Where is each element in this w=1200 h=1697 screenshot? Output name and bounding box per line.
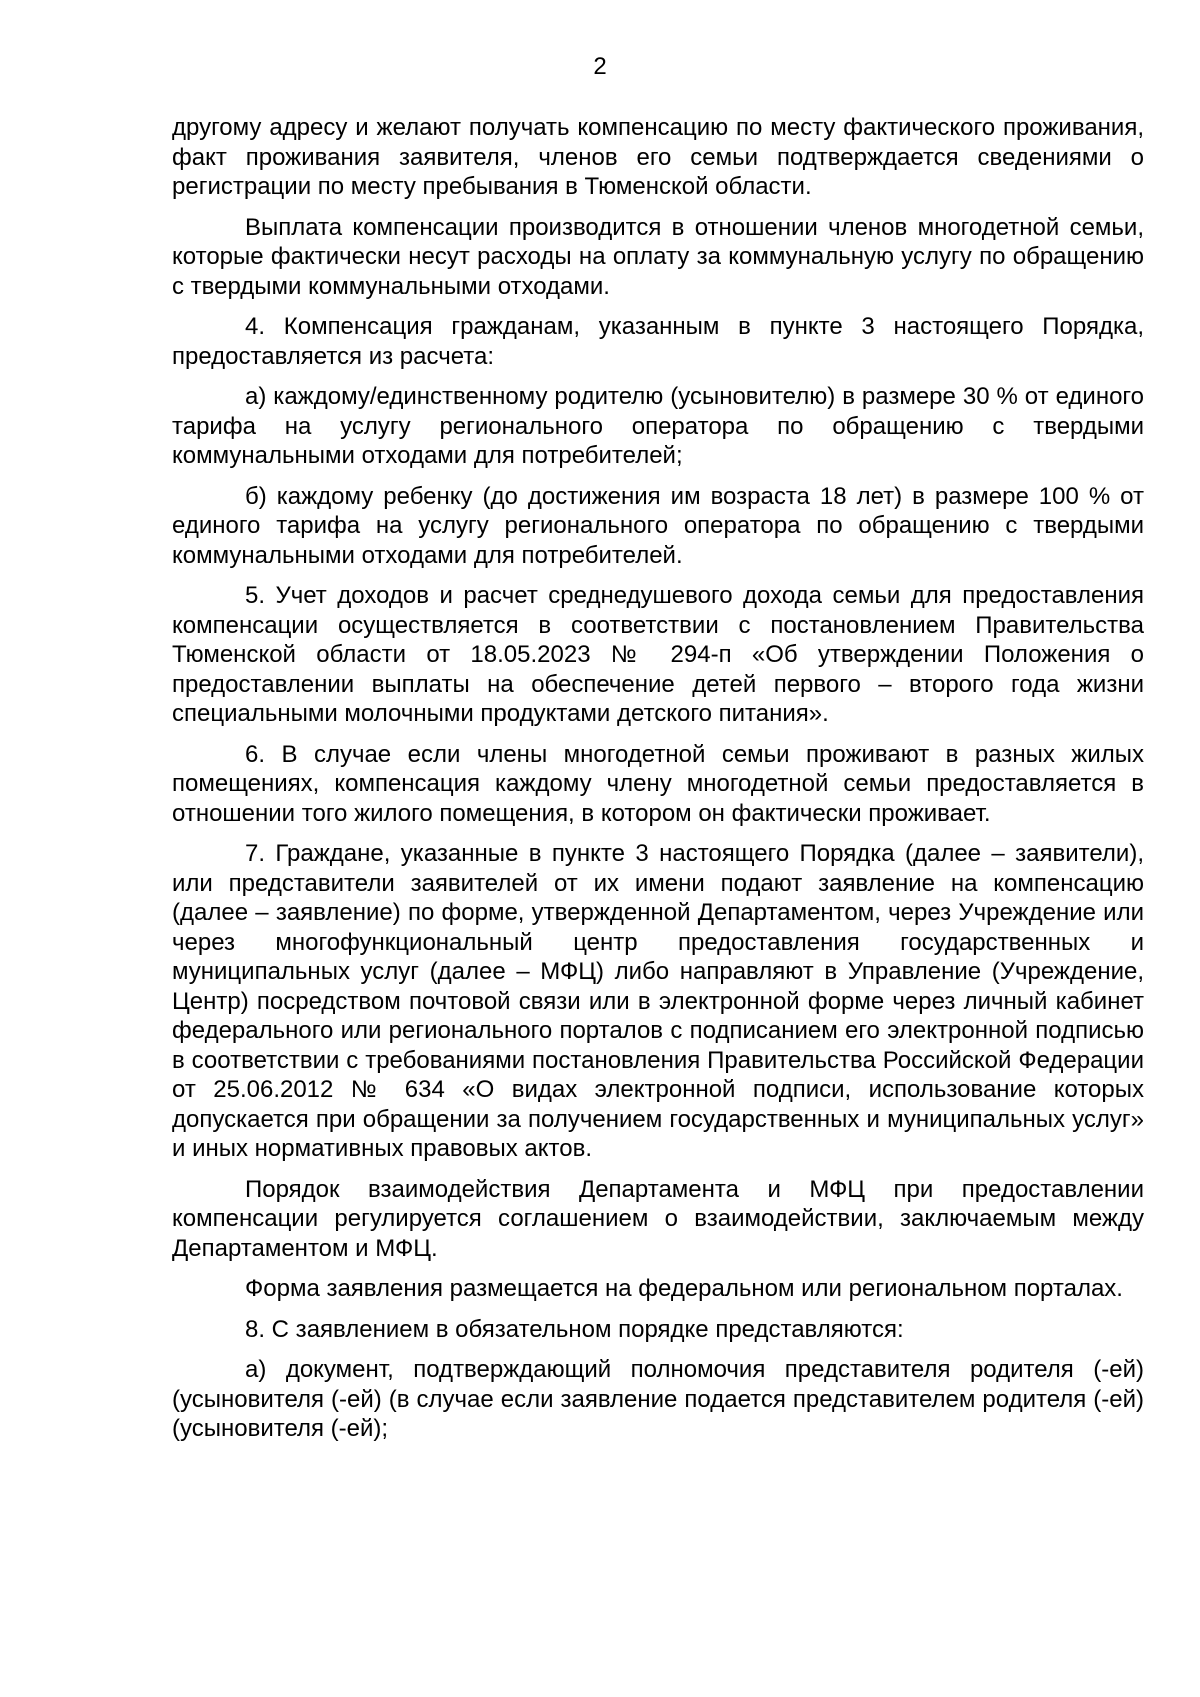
paragraph-item-7: 7. Граждане, указанные в пункте 3 настоящего Порядка (далее – заявители), или представители заявителей от их имени подают заявление на компенсацию (далее – заявление) по форме, утвержденной Департаментом, через Учреждение или через многофункциональный центр предоставления государственных и муниципальных услуг (далее – МФЦ) либо направляют в Управление (Учреждение, Центр) посредством почтовой связи или в электронной форме через личный кабинет федерального или регионального порталов с подписанием его электронной подписью в соответствии с требованиями постановления Правительства Российской Федерации от 25.06.2012 № 634 «О видах электронной подписи, использование которых допускается при обращении за получением государственных и муниципальных услуг» и иных нормативных правовых актов. bbox=[172, 840, 1144, 1162]
paragraph-item-8: 8. С заявлением в обязательном порядке представляются: bbox=[245, 1315, 904, 1343]
paragraph-application-form: Форма заявления размещается на федеральном или региональном порталах. bbox=[245, 1275, 1123, 1302]
page-number: 2 bbox=[593, 53, 607, 80]
paragraph-item-8a: а) документ, подтверждающий полномочия представителя родителя (-ей) (усыновителя (-ей) (в случае если заявление подается представителем родителя (-ей) (усыновителя (-ей); bbox=[172, 1356, 1144, 1442]
document-body bbox=[172, 113, 1144, 1455]
paragraph-item-4: 4. Компенсация гражданам, указанным в пункте 3 настоящего Порядка, предоставляется из расчета: bbox=[172, 313, 1144, 370]
paragraph-item-5: 5. Учет доходов и расчет среднедушевого дохода семьи для предоставления компенсации осуществляется в соответствии с постановлением Правительства Тюменской области от 18.05.2023 № 294-п «Об утверждении Положения о предоставлении выплаты на обеспечение детей первого – второго года жизни специальными молочными продуктами детского питания». bbox=[172, 582, 1144, 727]
paragraph-continuation: другому адресу и желают получать компенсацию по месту фактического проживания, факт проживания заявителя, членов его семьи подтверждается сведениями о регистрации по месту пребывания в Тюменской области. bbox=[172, 114, 1144, 200]
paragraph-item-6: 6. В случае если члены многодетной семьи проживают в разных жилых помещениях, компенсация каждому члену многодетной семьи предоставляется в отношении того жилого помещения, в котором он фактически проживает. bbox=[172, 740, 1144, 827]
paragraph-interaction-order: Порядок взаимодействия Департамента и МФЦ при предоставлении компенсации регулируется соглашением о взаимодействии, заключаемым между Департаментом и МФЦ. bbox=[172, 1175, 1144, 1262]
paragraph-item-4a: а) каждому/единственному родителю (усыновителю) в размере 30 % от единого тарифа на услугу регионального оператора по обращению с твердыми коммунальными отходами для потребителей; bbox=[172, 383, 1144, 469]
paragraph-item-4b: б) каждому ребенку (до достижения им возраста 18 лет) в размере 100 % от единого тарифа на услугу регионального оператора по обращению с твердыми коммунальными отходами для потребителей. bbox=[172, 482, 1144, 569]
paragraph-payment-scope: Выплата компенсации производится в отношении членов многодетной семьи, которые фактически несут расходы на оплату за коммунальную услугу по обращению с твердыми коммунальными отходами. bbox=[172, 213, 1144, 300]
